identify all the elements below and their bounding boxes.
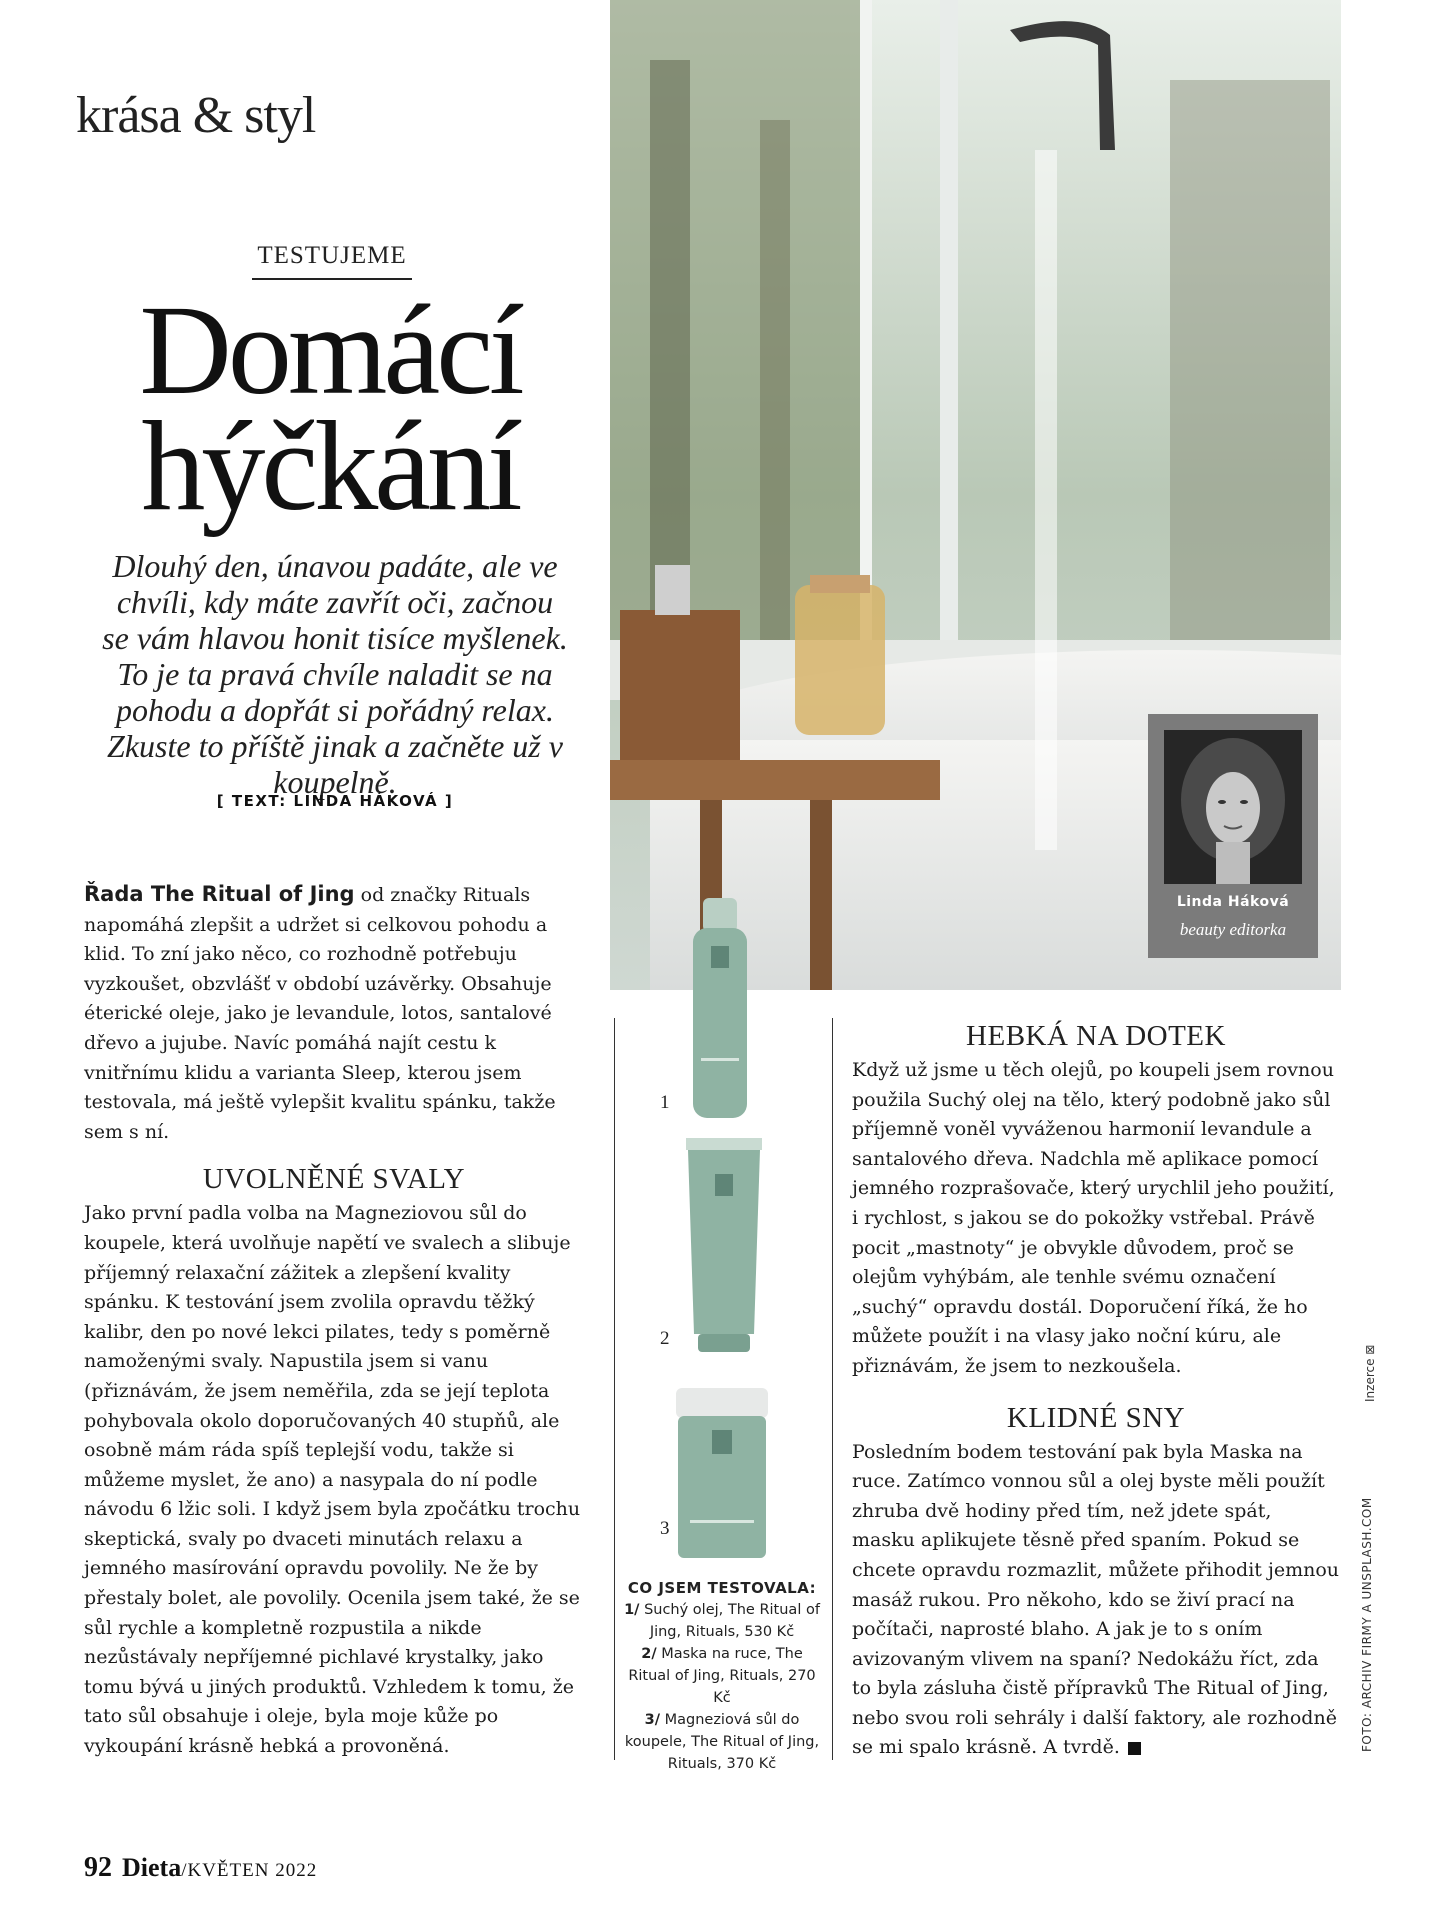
intro-text: od značky Rituals napomáhá zlepšit a udržet si celkovou pohodu a klid. To zní jako něco, co rozhodně potřebuju vyzkoušet, obzvlášť v období uzávěrky. Obsahuje éterické oleje, jako je levandule, lotos, santalové dřevo a jujube. Navíc pomáhá najít cestu k vnitřnímu klidu a varianta Sleep, kterou jsem testovala, má ještě vylepšit kvalitu spánku, takže sem s ní. <box>84 884 556 1143</box>
tested-item <box>622 1709 822 1775</box>
tested-item-text: Magneziová sůl do koupele, The Ritual of Jing, Rituals, 370 Kč <box>624 1712 820 1772</box>
subhead-relaxed-muscles: UVOLNĚNÉ SVALY <box>202 1163 466 1196</box>
product-number-2: 2 <box>660 1328 670 1349</box>
product-number-1: 1 <box>660 1092 670 1113</box>
right-text-column <box>852 1018 1340 1763</box>
subhead-calm-dreams: KLIDNÉ SNY <box>1006 1401 1186 1434</box>
issue-date: /KVĚTEN 2022 <box>181 1860 318 1881</box>
tested-item-index: 1/ <box>624 1602 640 1618</box>
subhead-soft-touch: HEBKÁ NA DOTEK <box>966 1020 1226 1052</box>
magazine-name: Dieta <box>122 1853 182 1882</box>
section-label: krása & styl <box>76 87 316 144</box>
tested-item-index: 3/ <box>644 1712 660 1728</box>
tested-item-text: Maska na ruce, The Ritual of Jing, Rituals, 270 Kč <box>628 1646 816 1706</box>
headline-line-2: hýčkání <box>141 395 519 537</box>
author-portrait <box>1164 730 1302 884</box>
article-headline <box>110 279 550 537</box>
product-magnesium-salt <box>676 1388 768 1560</box>
author-role: beauty editorka <box>1179 920 1287 939</box>
column-rule-right <box>832 1018 833 1760</box>
tested-title: CO JSEM TESTOVALA: <box>627 1579 817 1597</box>
photo-credit: FOTO: ARCHIV FIRMY A UNSPLASH.COM <box>1360 1497 1374 1752</box>
article-byline: [ TEXT: LINDA HÁKOVÁ ] <box>216 792 454 810</box>
product-dry-oil <box>685 898 755 1120</box>
headline-line-1: Domácí <box>139 279 521 421</box>
tested-item-text: Suchý olej, The Ritual of Jing, Rituals, 530 Kč <box>644 1602 820 1640</box>
article-lead: Dlouhý den, únavou padáte, ale ve chvíli, kdy máte zavřít oči, začnou se vám hlavou honit tisíce myšlenek. To je ta pravá chvíle naladit se na pohodu a dopřát si pořádný relax. Zkuste to příště jinak a začněte už v koupelně. <box>102 548 568 800</box>
hand-mask-tube-illustration <box>684 1138 764 1352</box>
column-rule-left <box>614 1018 615 1760</box>
paragraph-calm-dreams-text: Posledním bodem testování pak byla Maska na ruce. Zatímco vonnou sůl a olej byste měli použít zhruba dvě hodiny před tím, než jdete spát, masku aplikujete těsně před spaním. Pokud se chcete opravdu rozmazlit, můžete přihodit jemnou masáž rukou. Pro někoho, kdo se živí prací na počítači, naprosté blaho. A jak je to s oním avizovaným vlivem na spaní? Nedokážu říct, zda to byla zásluha čistě přípravků The Ritual of Jing, nebo svou roli sehrály i další faktory, ale rozhodně se mi spalo krásně. A tvrdě. <box>852 1440 1340 1759</box>
intro-bold: Řada The Ritual of Jing <box>84 882 355 906</box>
ad-credit: Inzerce ⊠ <box>1363 1344 1377 1402</box>
end-mark-icon <box>1128 1742 1141 1755</box>
author-name: Linda Háková <box>1176 894 1290 910</box>
page-footer <box>84 1852 317 1884</box>
tested-item <box>622 1599 822 1643</box>
author-portrait-illustration <box>1164 730 1302 884</box>
paragraph-relaxed-muscles: Jako první padla volba na Magneziovou sůl do koupele, která uvolňuje napětí ve svalech a slibuje příjemný relaxační zážitek a zlepšení kvality spánku. K testování jsem zvolila opravdu těžký kalibr, den po nové lekci pilates, tedy s poměrně namoženými svaly. Napustila jsem si vanu (přiznávám, že jsem neměřila, zda se její teplota pohybovala okolo doporučovaných 40 stupňů, ale osobně mám ráda spíš teplejší vodu, takže si můžeme myslet, že ano) a nasypala do ní podle návodu 6 lžic soli. I když jsem byla zpočátku trochu skeptická, svaly po dvaceti minutách relaxu a jemného masírování opravdu povolily. Ne že by přestaly bolet, ale povolily. Ocenila jsem také, že se sůl rychle a kompletně rozpustila a nikde nezůstávaly nepříjemné pichlavé krystalky, jako tomu bývá u jiných produktů. Vzhledem k tomu, že tato sůl obsahuje i oleje, byla moje kůže po vykoupání krásně hebká a provoněná. <box>84 1202 581 1758</box>
page-number: 92 <box>84 1852 112 1883</box>
paragraph-soft-touch: Když už jsme u těch olejů, po koupeli jsem rovnou použila Suchý olej na tělo, který podobně jako sůl příjemně voněl vyváženou harmonií levandule a santalového dřeva. Nadchla mě aplikace pomocí jemného rozprašovače, který urychlil jeho použití, i rychlost, s jakou se do pokožky vstřebal. Právě pocit „mastnoty“ je obvykle důvodem, proč se olejům vyhýbám, ale tenhle svému označení „suchý“ opravdu dostál. Doporučení říká, že ho můžete použít i na vlasy jako noční kúru, ale přiznávám, že jsem to nezkoušela. <box>852 1059 1335 1377</box>
tested-item <box>622 1643 822 1709</box>
article-kicker: TESTUJEME <box>252 242 412 280</box>
product-hand-mask <box>684 1138 764 1352</box>
intro-paragraph <box>84 880 584 1147</box>
tested-item-index: 2/ <box>641 1646 657 1662</box>
left-text-column <box>84 880 584 1762</box>
tested-products-list <box>622 1577 822 1775</box>
dry-oil-bottle-illustration <box>685 898 755 1120</box>
product-number-3: 3 <box>660 1518 670 1539</box>
paragraph-calm-dreams <box>852 1438 1340 1764</box>
author-box <box>1148 714 1318 958</box>
magnesium-salt-jar-illustration <box>676 1388 768 1560</box>
